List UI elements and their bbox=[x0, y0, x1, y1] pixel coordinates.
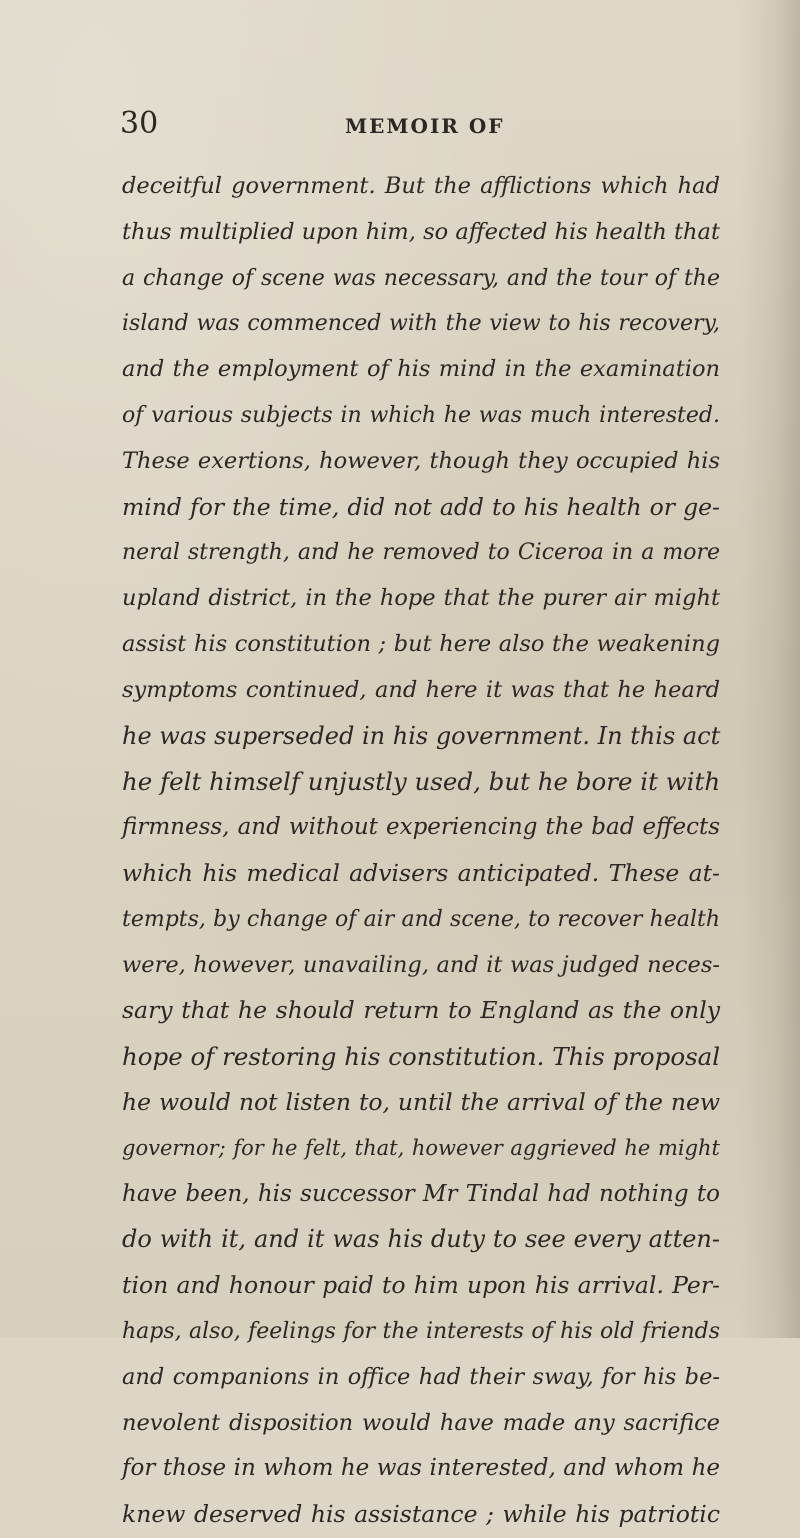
text-line: have been, his successor Mr Tindal had nothing to bbox=[122, 1180, 720, 1207]
text-line: were, however, unavailing, and it was judged neces- bbox=[122, 951, 720, 978]
text-line: deceitful government. But the afflictions which had bbox=[122, 173, 720, 199]
text-line: do with it, and it was his duty to see every atten- bbox=[122, 1225, 720, 1254]
text-line: which his medical advisers anticipated. These at- bbox=[122, 858, 720, 887]
text-line: thus multiplied upon him, so affected his health that bbox=[122, 218, 720, 245]
text-line: of various subjects in which he was much interested. bbox=[122, 402, 720, 428]
text-line: and the employment of his mind in the examination bbox=[122, 356, 720, 383]
page-edge-shadow bbox=[740, 0, 800, 1338]
text-line: knew deserved his assistance ; while his patriotic bbox=[122, 1500, 720, 1529]
text-line: neral strength, and he removed to Ciceroa in a more bbox=[122, 540, 720, 566]
text-line: upland district, in the hope that the purer air might bbox=[122, 585, 720, 612]
text-line: a change of scene was necessary, and the tour of the bbox=[122, 265, 720, 291]
text-line: firmness, and without experiencing the bad effects bbox=[122, 814, 720, 841]
text-line: symptoms continued, and here it was that he heard bbox=[122, 676, 720, 703]
text-line: mind for the time, did not add to his health or ge- bbox=[122, 492, 720, 521]
text-line: sary that he should return to England as the only bbox=[122, 996, 720, 1025]
text-line: nevolent disposition would have made any sacrifice bbox=[122, 1409, 720, 1436]
text-line: he would not listen to, until the arrival of the new bbox=[122, 1087, 720, 1116]
text-line: tion and honour paid to him upon his arrival. Per- bbox=[122, 1271, 720, 1300]
text-line: island was commenced with the view to his recovery, bbox=[122, 311, 720, 337]
running-title: MEMOIR OF bbox=[345, 114, 505, 138]
text-line: and companions in office had their sway, for his be- bbox=[122, 1363, 720, 1390]
body-text bbox=[122, 164, 720, 1538]
text-line: he felt himself unjustly used, but he bore it with bbox=[122, 767, 721, 797]
text-line: hope of restoring his constitution. This proposal bbox=[122, 1042, 721, 1072]
text-line: tempts, by change of air and scene, to recover health bbox=[122, 906, 720, 932]
text-line: he was superseded in his government. In this act bbox=[122, 721, 721, 750]
text-line: These exertions, however, though they occupied his bbox=[122, 447, 720, 474]
text-line: assist his constitution ; but here also the weakening bbox=[122, 630, 720, 657]
text-line: governor; for he felt, that, however aggrieved he might bbox=[122, 1135, 720, 1160]
text-line: for those in whom he was interested, and whom he bbox=[122, 1455, 720, 1482]
page-number: 30 bbox=[120, 106, 159, 141]
text-line: haps, also, feelings for the interests of his old friends bbox=[122, 1318, 720, 1344]
